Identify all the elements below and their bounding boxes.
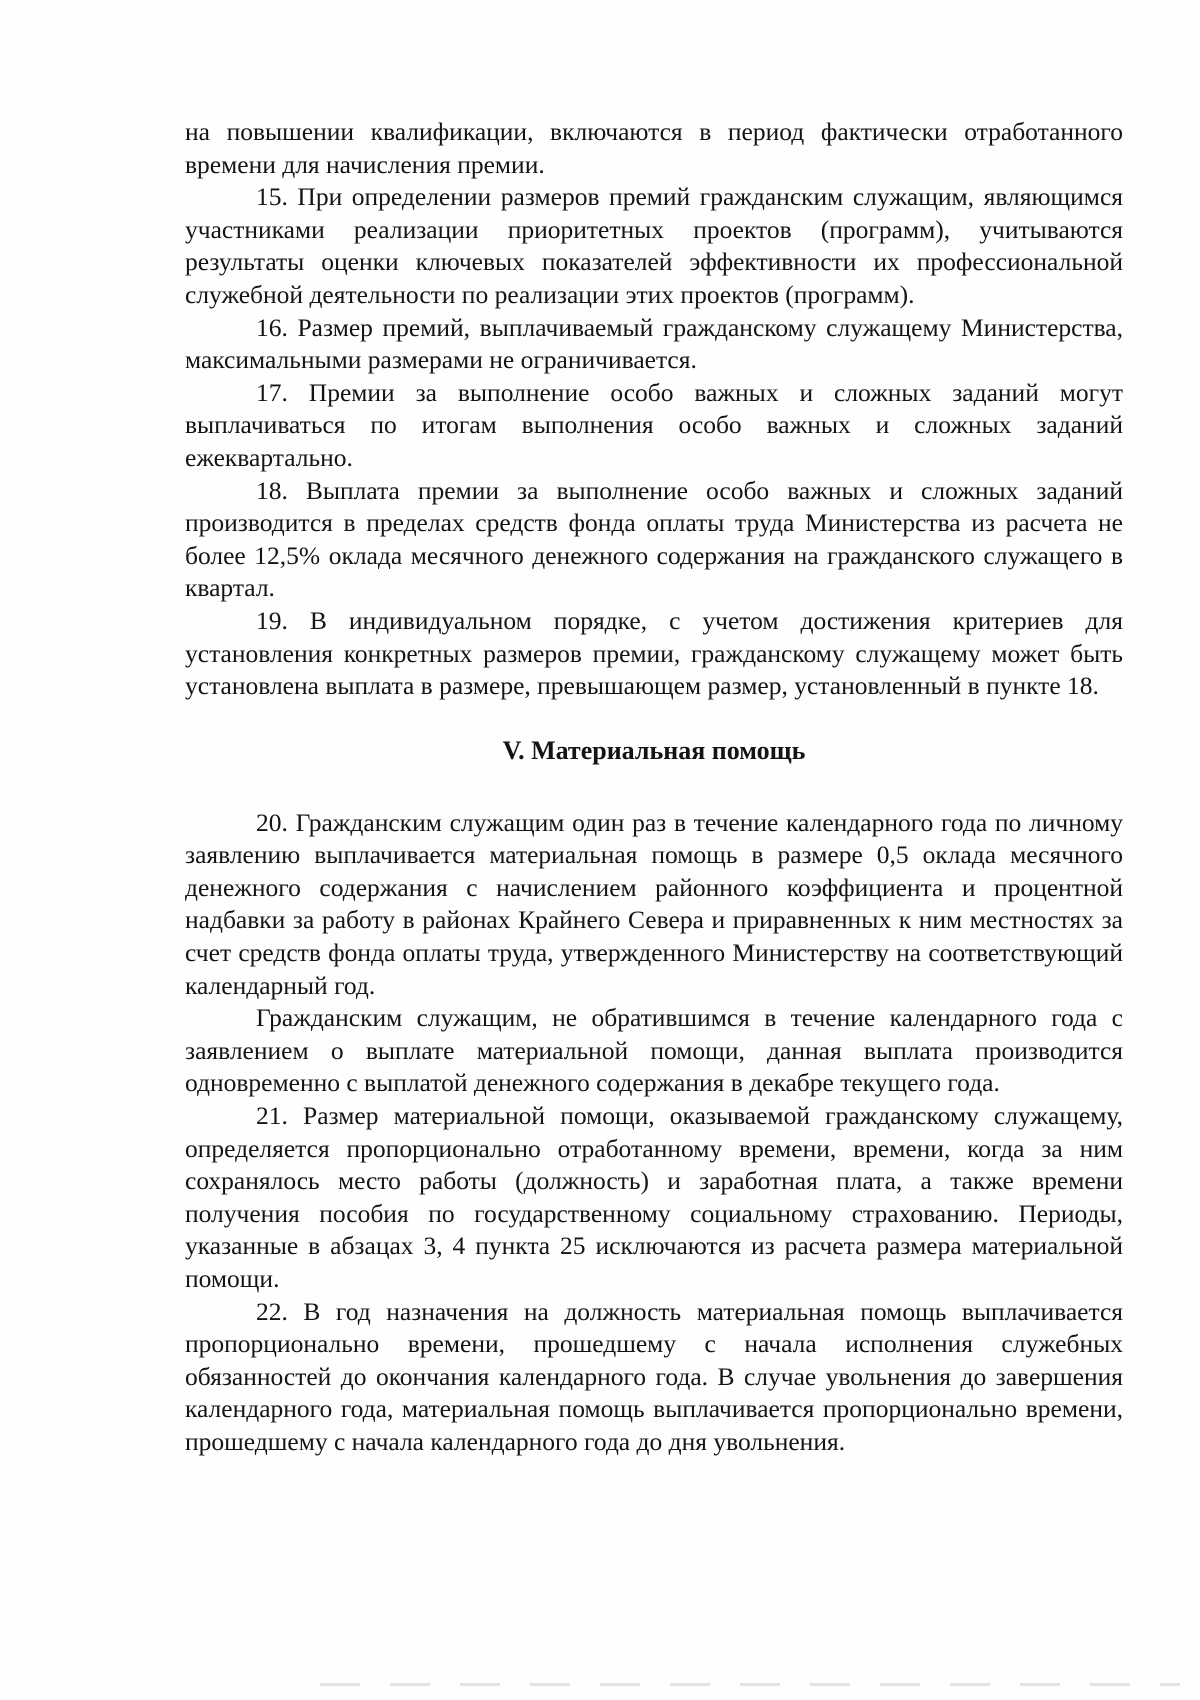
- paragraph-20: 20. Гражданским служащим один раз в течение календарного года по личному заявлению выплачивается материальная помощь в размере 0,5 оклада месячного денежного содержания с начислением районного коэффициента и процентной надбавки за работу в районах Крайнего Севера и приравненных к ним местностях за счет средств фонда оплаты труда, утвержденного Министерству на соответствующий календарный год.: [185, 807, 1123, 1000]
- paragraph-18: 18. Выплата премии за выполнение особо важных и сложных заданий производится в пределах средств фонда оплаты труда Министерства из расчета не более 12,5% оклада месячного денежного содержания на гражданского служащего в квартал.: [185, 475, 1123, 603]
- paragraph-16: 16. Размер премий, выплачиваемый гражданскому служащему Министерства, максимальными размерами не ограничивается.: [185, 312, 1123, 375]
- paragraph-20-second: Гражданским служащим, не обратившимся в течение календарного года с заявлением о выплате материальной помощи, данная выплата производится одновременно с выплатой денежного содержания в декабре текущего года.: [185, 1003, 1123, 1098]
- document-body: [185, 116, 1123, 1459]
- scan-artifact-line: [320, 1683, 1180, 1686]
- paragraph-22: 22. В год назначения на должность материальная помощь выплачивается пропорционально времени, прошедшему с начала исполнения служебных обязанностей до окончания календарного года. В случае увольнения до завершения календарного года, материальная помощь выплачивается пропорционально времени, прошедшему с начала календарного года до дня увольнения.: [185, 1296, 1123, 1456]
- paragraph-14-continuation: на повышении квалификации, включаются в период фактически отработанного времени для начисления премии.: [185, 117, 1123, 179]
- paragraph-19: 19. В индивидуальном порядке, с учетом достижения критериев для установления конкретных размеров премии, гражданскому служащему может быть установлена выплата в размере, превышающем размер, установленный в пункте 18.: [185, 605, 1123, 701]
- paragraph-21: 21. Размер материальной помощи, оказываемой гражданскому служащему, определяется пропорционально отработанному времени, времени, когда за ним сохранялось место работы (должность) и заработная плата, а также времени получения пособия по государственному социальному страхованию. Периоды, указанные в абзацах 3, 4 пункта 25 исключаются из расчета размера материальной помощи.: [185, 1101, 1123, 1293]
- section-heading: V. Материальная помощь: [502, 735, 806, 765]
- paragraph-17: 17. Премии за выполнение особо важных и сложных заданий могут выплачиваться по итогам выполнения особо важных и сложных заданий ежеквартально.: [185, 377, 1123, 472]
- paragraph-15: 15. При определении размеров премий гражданским служащим, являющимся участниками реализации приоритетных проектов (программ), учитываются результаты оценки ключевых показателей эффективности их профессиональной служебной деятельности по реализации этих проектов (программ).: [185, 182, 1123, 309]
